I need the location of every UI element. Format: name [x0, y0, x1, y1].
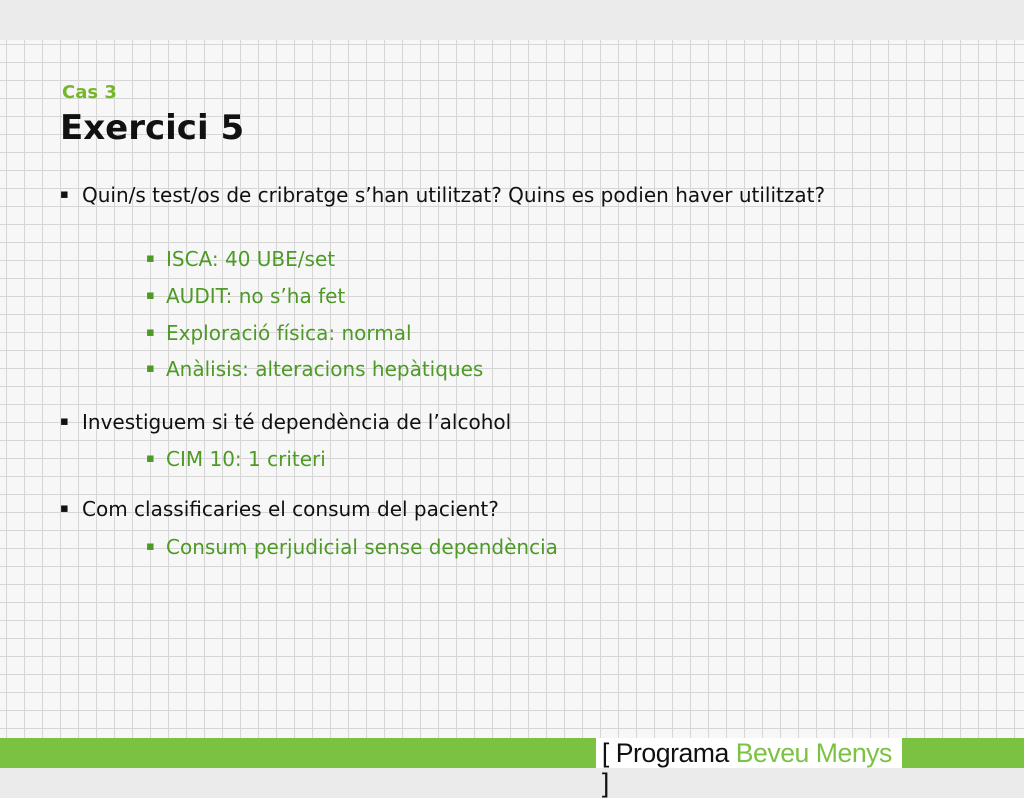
bullet-square-icon: ▪: [146, 361, 155, 376]
bullet-square-icon: ▪: [146, 325, 155, 340]
bullet-text: Com classificaries el consum del pacient?: [82, 497, 499, 521]
subitem-text: Consum perjudicial sense dependència: [166, 535, 558, 559]
bullet-square-icon: ▪: [60, 501, 69, 516]
bullet-screening-tests: [60, 182, 862, 208]
bracket-open: [: [601, 738, 609, 768]
subitem-analysis: [146, 356, 484, 382]
subitem-text: Exploració física: normal: [166, 321, 412, 345]
bullet-square-icon: ▪: [60, 187, 69, 202]
bullet-square-icon: ▪: [146, 451, 155, 466]
brand-word-programa: Programa: [615, 738, 729, 768]
slide-title: Exercici 5: [60, 108, 245, 148]
subitem-audit: [146, 283, 346, 309]
case-label: Cas 3: [62, 82, 117, 103]
bullet-square-icon: ▪: [60, 414, 69, 429]
bullet-square-icon: ▪: [146, 251, 155, 266]
brand-word-beveu-menys: Beveu Menys: [735, 738, 892, 768]
bullet-text: Quin/s test/os de cribratge s’han utilitzat? Quins es podien haver utilitzat?: [82, 183, 826, 207]
bullet-classification: [60, 496, 862, 522]
bracket-close: ]: [601, 768, 609, 798]
subitem-text: ISCA: 40 UBE/set: [166, 247, 336, 271]
subitem-text: Anàlisis: alteracions hepàtiques: [166, 357, 484, 381]
bullet-text: Investiguem si té dependència de l’alcohol: [82, 410, 512, 434]
subitem-cim10: [146, 446, 326, 472]
program-brand-logo: [596, 738, 902, 798]
subitem-text: CIM 10: 1 criteri: [166, 447, 326, 471]
bullet-square-icon: ▪: [146, 539, 155, 554]
subitem-physical-exam: [146, 320, 412, 346]
subitem-text: AUDIT: no s’ha fet: [166, 284, 346, 308]
bullet-square-icon: ▪: [146, 288, 155, 303]
bullet-dependence: [60, 409, 862, 435]
subitem-harmful-use: [146, 534, 558, 560]
subitem-isca: [146, 246, 336, 272]
